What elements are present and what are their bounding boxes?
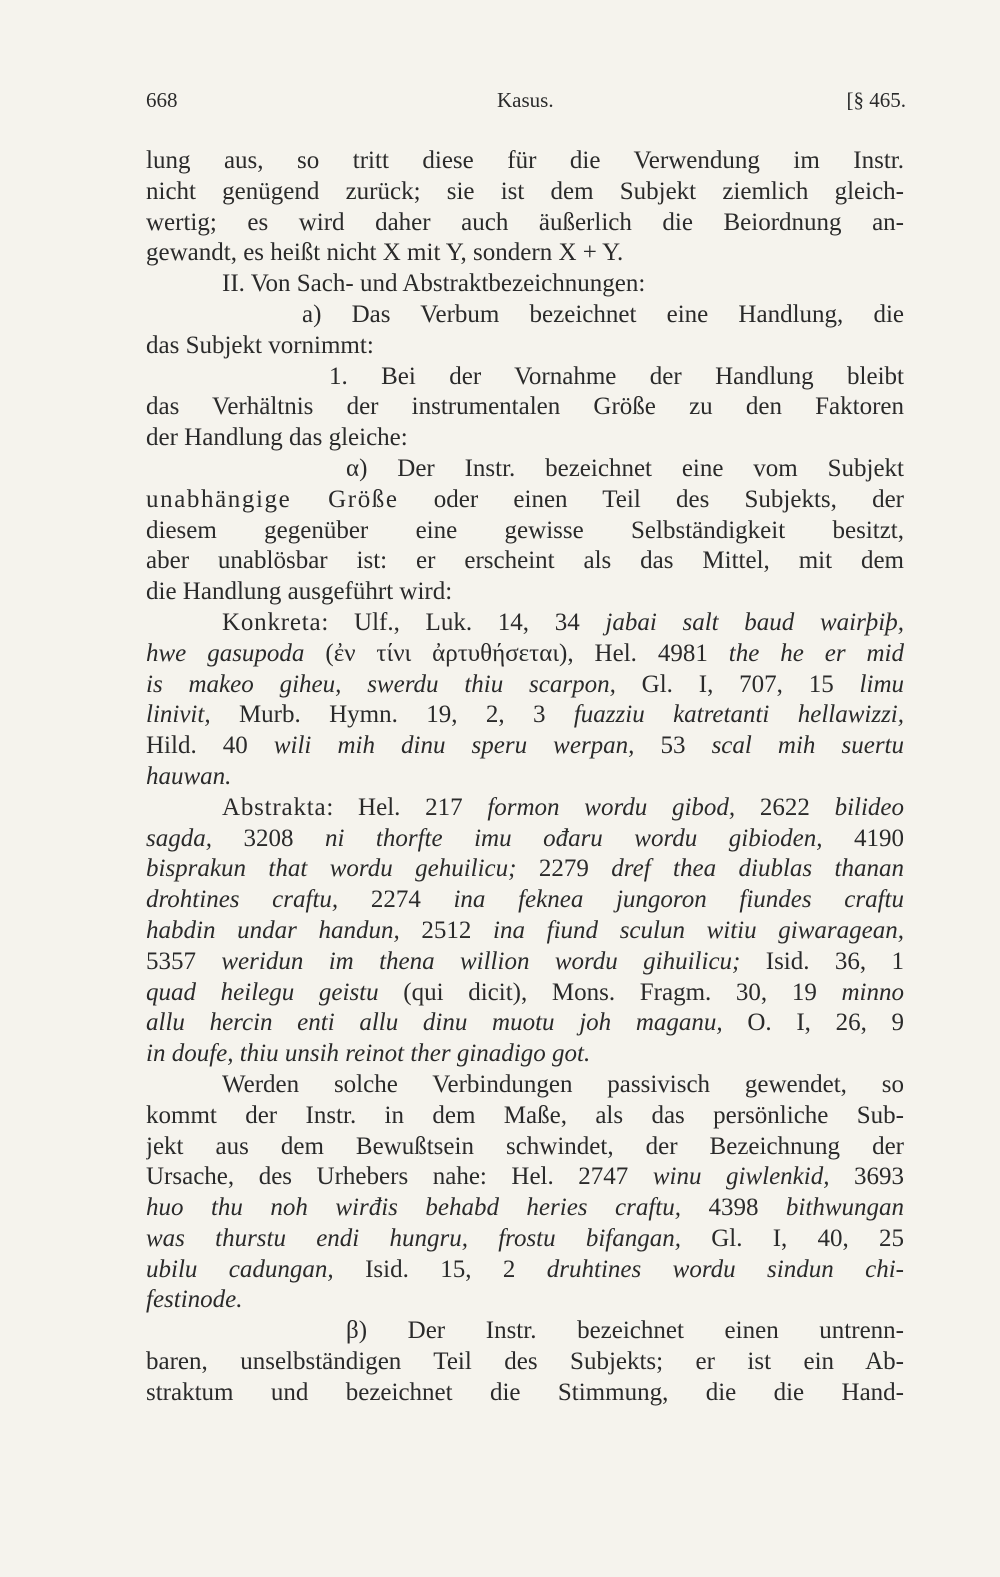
text-segment: Isid. 15, 2 — [333, 1255, 547, 1283]
cited-text: hauwan. — [146, 762, 232, 790]
text-line — [146, 885, 904, 916]
cited-text: bilideo — [834, 793, 904, 821]
text-line — [146, 1224, 904, 1255]
text-line — [146, 423, 904, 454]
cited-text: allu hercin enti allu dinu muotu joh maganu, — [146, 1009, 723, 1037]
text-segment: 2622 — [735, 793, 835, 821]
text-segment: jekt aus dem Bewußtsein schwindet, der Bezeichnung der — [146, 1132, 904, 1160]
text-segment: Ursache, des Urhebers nahe: Hel. 2747 — [146, 1163, 653, 1191]
text-line — [146, 208, 904, 239]
text-segment: Murb. Hymn. 19, 2, 3 — [210, 701, 574, 729]
cited-text: ubilu cadungan, — [146, 1255, 334, 1283]
text-segment: der Handlung das gleiche: — [146, 424, 408, 452]
text-line — [146, 485, 904, 516]
text-segment: Abstrakta — [222, 793, 327, 821]
cited-text: huo thu noh wirđis behabd heries craftu, — [146, 1194, 681, 1222]
text-segment: Isid. 36, 1 — [740, 947, 904, 975]
cited-text: dref thea diublas thanan — [611, 855, 904, 883]
text-line — [146, 670, 904, 701]
text-segment: : Ulf., Luk. 14, 34 — [321, 608, 606, 636]
text-segment: lung aus, so tritt diese für die Verwendung im Instr. — [146, 147, 904, 174]
cited-text: minno — [841, 978, 904, 1006]
text-segment: diesem gegenüber eine gewisse Selbständigkeit besitzt, — [146, 516, 904, 544]
cited-text: jabai salt baud wairþiþ, — [605, 608, 904, 636]
text-line — [146, 793, 904, 824]
cited-text: winu giwlenkid, — [652, 1163, 830, 1191]
text-segment: O. I, 26, 9 — [722, 1009, 904, 1037]
cited-text: weridun im thena willion wordu gihuilicu; — [221, 947, 741, 975]
text-line — [146, 854, 904, 885]
text-line — [146, 516, 904, 547]
text-segment: das Verhältnis der instrumentalen Größe zu den Faktoren — [146, 393, 904, 421]
text-segment: (qui dicit), Mons. Fragm. 30, 19 — [378, 978, 842, 1006]
text-line — [146, 1255, 904, 1286]
cited-text: ina fiund sculun witiu giwaragean, — [493, 916, 904, 944]
text-segment: baren, unselbständigen Teil des Subjekts; er ist ein Ab- — [146, 1348, 904, 1376]
text-line — [146, 177, 904, 208]
text-segment: wertig; es wird daher auch äußerlich die Beiordnung an- — [146, 208, 904, 236]
text-line — [146, 762, 904, 793]
text-segment: das Subjekt vornimmt: — [146, 331, 374, 359]
text-line — [146, 1039, 904, 1070]
section-reference: [§ 465. — [846, 88, 906, 112]
text-line — [146, 577, 904, 608]
body-text — [146, 146, 904, 1409]
text-line — [146, 392, 904, 423]
cited-text: is makeo giheu, swerdu thiu scarpon, — [146, 670, 616, 698]
text-segment: 4190 — [822, 824, 904, 852]
text-segment: straktum und bezeichnet die Stimmung, die die Hand- — [146, 1378, 904, 1406]
text-segment: 2279 — [516, 855, 612, 883]
text-line — [146, 1347, 904, 1378]
running-head: Kasus. — [497, 88, 554, 112]
cited-text: hwe gasupoda — [146, 639, 305, 667]
text-line — [146, 146, 904, 177]
text-segment: oder einen Teil des Subjekts, der — [398, 485, 904, 513]
cited-text: bithwungan — [785, 1194, 904, 1222]
page-number: 668 — [146, 88, 178, 112]
text-line — [146, 1193, 904, 1224]
text-segment: aber unablösbar ist: er erscheint als das Mittel, mit dem — [146, 547, 904, 575]
text-line — [146, 731, 904, 762]
cited-text: was thurstu endi hungru, frostu bifangan, — [146, 1224, 681, 1252]
text-line — [146, 608, 904, 639]
text-segment: β) Der Instr. bezeichnet einen untrenn- — [346, 1317, 904, 1345]
text-segment: die Handlung ausgeführt wird: — [146, 578, 453, 606]
text-line — [146, 1008, 904, 1039]
cited-text: fuazziu katretanti hellawizzi, — [573, 701, 904, 729]
cited-text: linivit, — [146, 701, 211, 729]
text-segment: 5357 — [146, 947, 222, 975]
text-line — [146, 700, 904, 731]
text-segment: nicht genügend zurück; sie ist dem Subjekt ziemlich gleich- — [146, 177, 904, 205]
text-segment: 2512 — [399, 916, 494, 944]
cited-text: formon wordu gibod, — [487, 793, 736, 821]
text-segment: α) Der Instr. bezeichnet eine vom Subjekt — [346, 454, 904, 482]
text-segment: Konkreta — [222, 608, 322, 636]
text-line — [146, 454, 904, 485]
cited-text: limu — [859, 670, 904, 698]
text-line — [146, 331, 904, 362]
cited-text: druhtines wordu sindun chi- — [546, 1255, 904, 1283]
cited-text: the he er mid — [728, 639, 904, 667]
text-segment: : Hel. 217 — [326, 793, 488, 821]
text-line — [146, 947, 904, 978]
text-line — [146, 978, 904, 1009]
text-segment: 1. Bei der Vornahme der Handlung bleibt — [329, 362, 904, 390]
text-segment: Gl. I, 40, 25 — [681, 1224, 904, 1252]
page-header — [146, 88, 906, 118]
cited-text: habdin undar handun, — [146, 916, 400, 944]
cited-text: scal mih suertu — [711, 732, 904, 760]
cited-text: bisprakun that wordu gehuilicu; — [146, 855, 517, 883]
text-segment: 4398 — [680, 1194, 786, 1222]
cited-text: festinode. — [146, 1286, 243, 1314]
cited-text: sagda, — [146, 824, 212, 852]
cited-text: ina feknea jungoron fiundes craftu — [453, 886, 904, 914]
text-segment: Hild. 40 — [146, 732, 274, 760]
text-line — [146, 546, 904, 577]
text-line — [146, 1285, 904, 1316]
text-line — [146, 824, 904, 855]
cited-text: quad heilegu geistu — [146, 978, 379, 1006]
text-segment: II. Von Sach- und Abstraktbezeichnungen: — [222, 270, 646, 298]
text-line — [146, 1070, 904, 1101]
section-heading-line — [146, 269, 904, 300]
text-segment: 3208 — [211, 824, 325, 852]
text-line — [146, 238, 904, 269]
text-segment: 2274 — [338, 886, 454, 914]
text-line — [146, 1101, 904, 1132]
text-line — [146, 362, 904, 393]
text-segment: (ἐν τίνι ἀρτυθήσεται), Hel. 4981 — [304, 639, 729, 667]
text-segment: 3693 — [829, 1163, 904, 1191]
cited-text: wili mih dinu speru werpan, — [273, 732, 635, 760]
text-line — [146, 1378, 904, 1409]
text-line — [146, 916, 904, 947]
text-segment: Werden solche Verbindungen passivisch gewendet, so — [222, 1070, 904, 1098]
cited-text: ni thorfte imu ođaru wordu gibioden, — [324, 824, 823, 852]
text-segment: gewandt, es heißt nicht X mit Y, sondern X + Y. — [146, 239, 624, 267]
text-segment: a) Das Verbum bezeichnet eine Handlung, die — [302, 300, 904, 328]
text-line — [146, 1316, 904, 1347]
cited-text: drohtines craftu, — [146, 886, 339, 914]
text-line — [146, 1162, 904, 1193]
text-segment: kommt der Instr. in dem Maße, als das persönliche Sub- — [146, 1101, 904, 1129]
text-line — [146, 300, 904, 331]
text-line — [146, 639, 904, 670]
text-segment: Gl. I, 707, 15 — [615, 670, 860, 698]
text-line — [146, 1132, 904, 1163]
cited-text: in doufe, thiu unsih reinot ther ginadigo got. — [146, 1040, 591, 1068]
text-segment: unabhängige Größe — [146, 485, 399, 513]
text-segment: 53 — [634, 732, 712, 760]
